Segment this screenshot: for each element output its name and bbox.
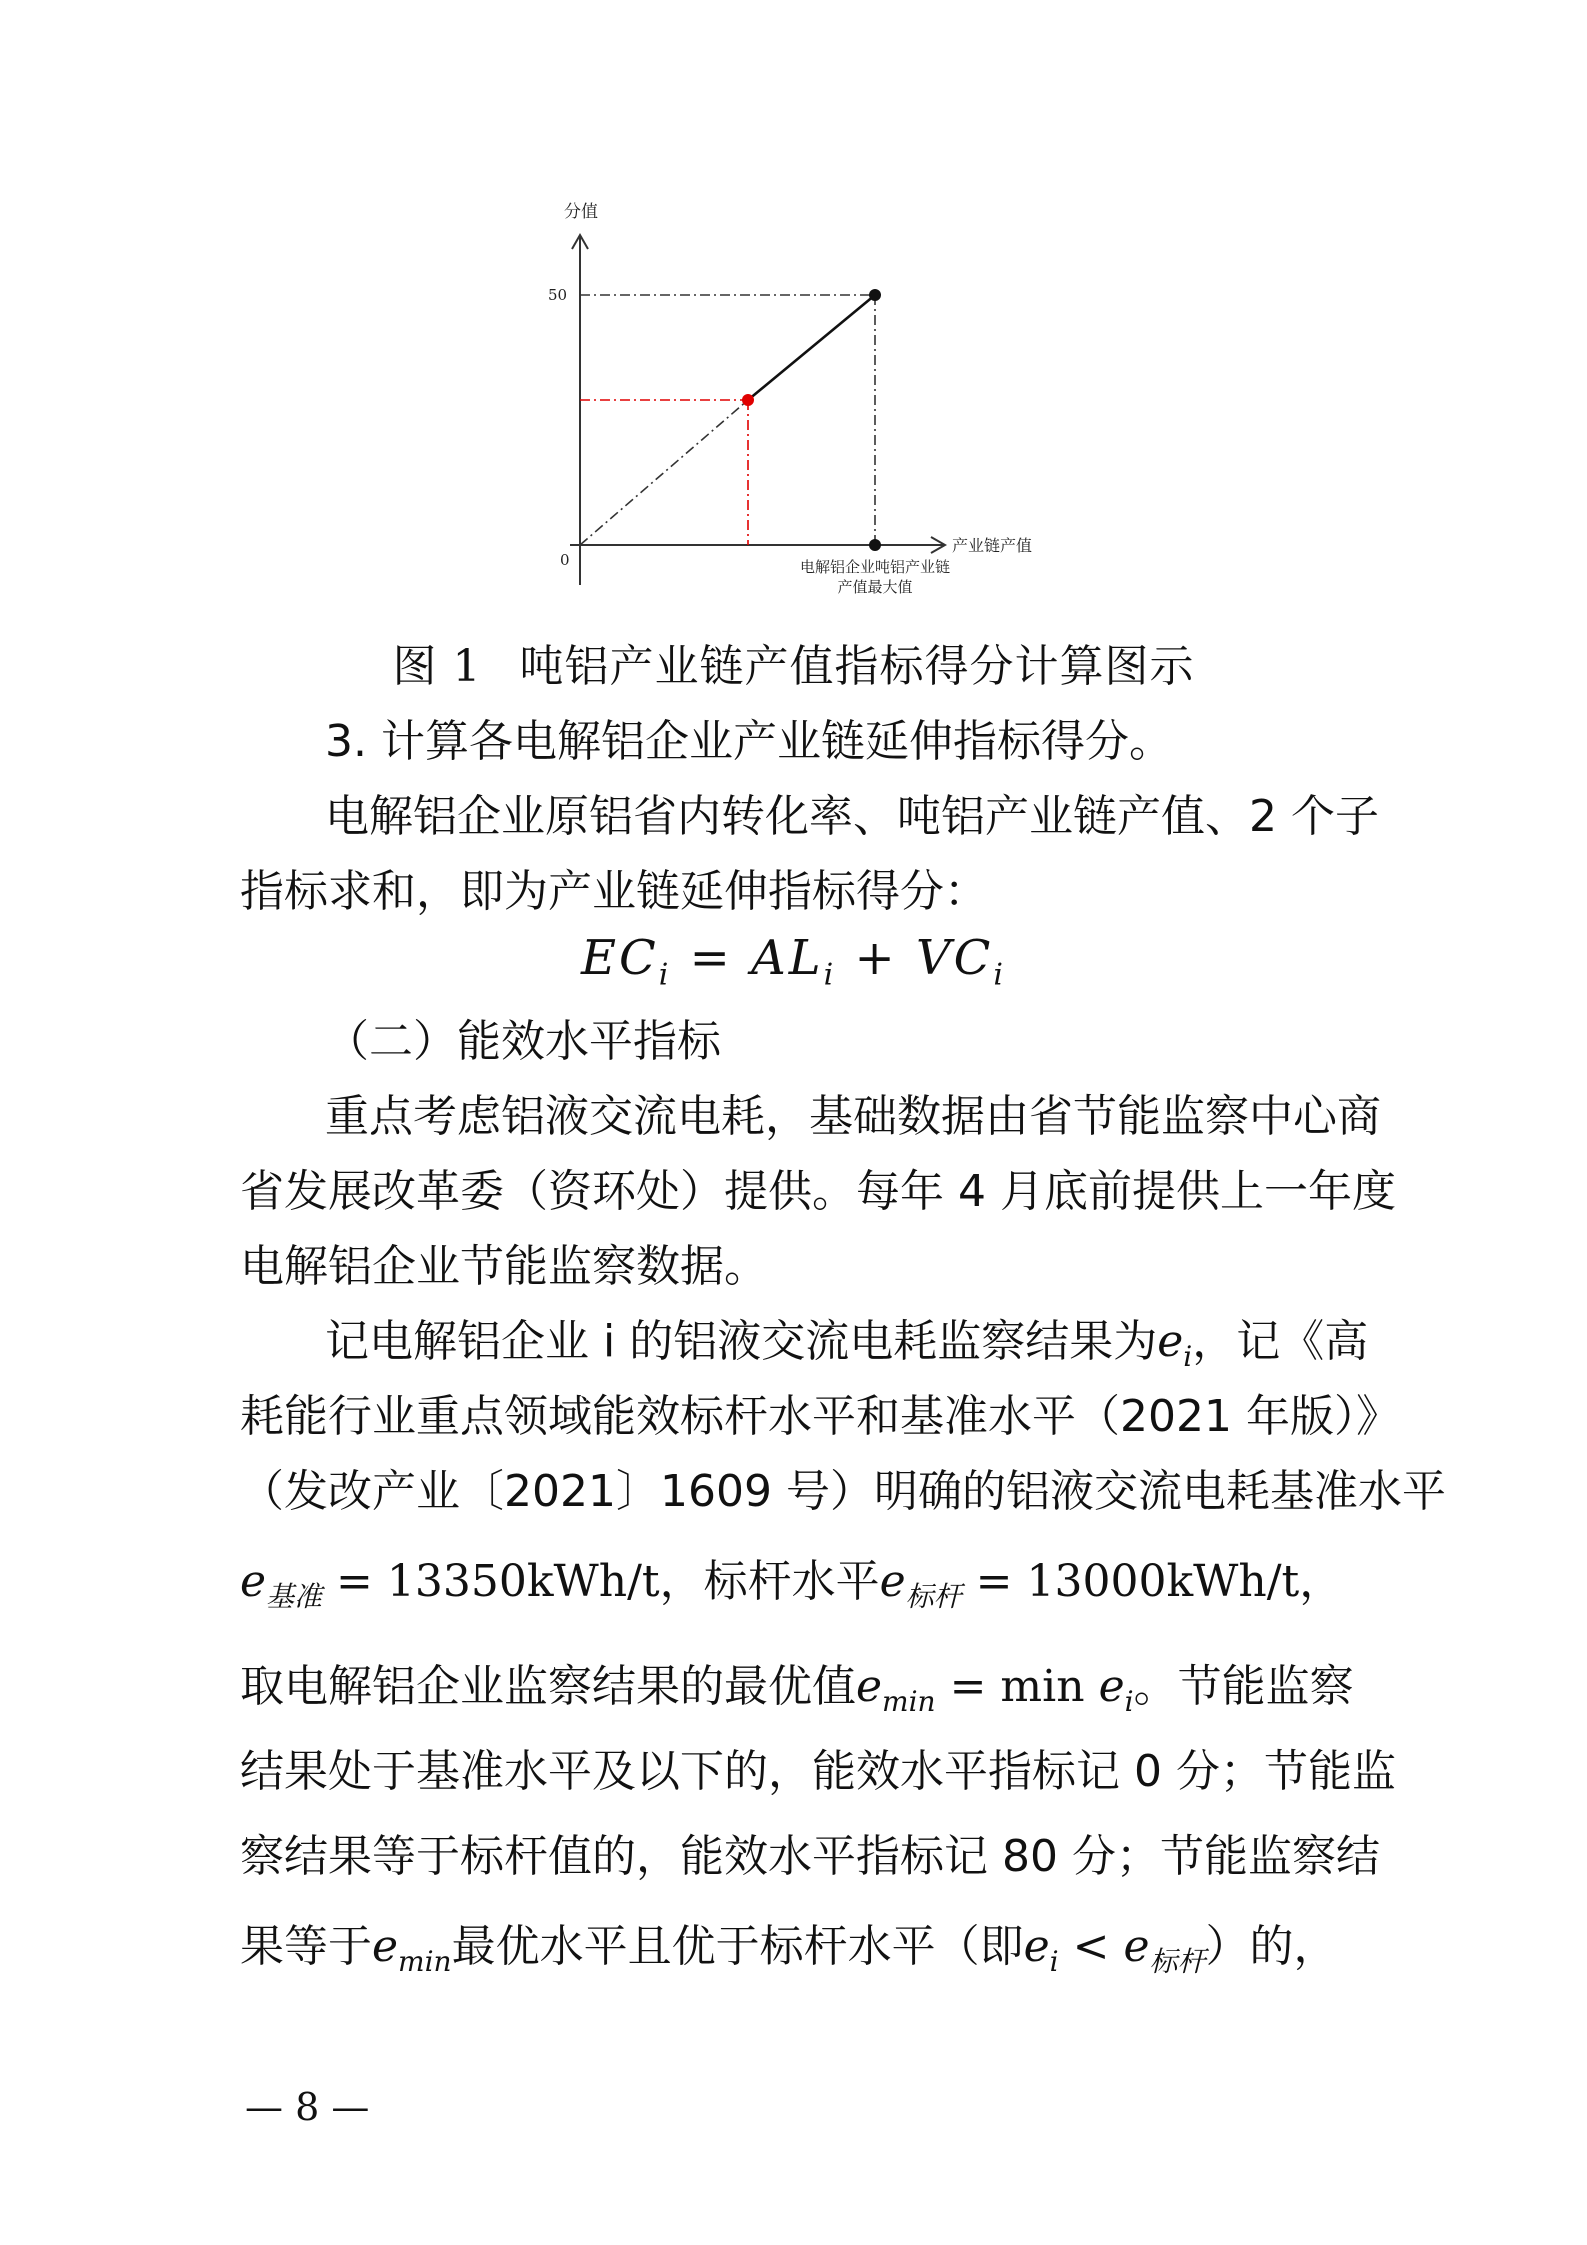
math-sub-i: i (1124, 1684, 1134, 1718)
math-e: e (856, 1661, 883, 1712)
score-figure (540, 195, 1080, 605)
figure-number: 图 1 (392, 641, 482, 692)
line-origin-to-point (580, 400, 748, 545)
math-sub-benchmark: 基准 (266, 1579, 323, 1613)
origin-label: 0 (560, 551, 570, 569)
figure-caption-text: 吨铝产业链产值指标得分计算图示 (519, 641, 1195, 692)
figure-caption (0, 630, 1587, 694)
step-3-heading: 3. 计算各电解铝企业产业链延伸指标得分。 (325, 716, 1173, 767)
formula-sub-i: i (658, 957, 672, 993)
text-run: ，记《高 (1192, 1316, 1369, 1367)
math-sub-standard: 标杆 (1149, 1944, 1206, 1978)
text-run: 记电解铝企业 i 的铝液交流电耗监察结果为 (325, 1316, 1158, 1367)
math-e: e (1157, 1316, 1184, 1367)
enterprise-point (742, 394, 754, 406)
para-def-line2: 耗能行业重点领域能效标杆水平和基准水平（2021 年版）》 (240, 1391, 1400, 1442)
para-energy-line2: 省发展改革委（资环处）提供。每年 4 月底前提供上一年度 (240, 1166, 1396, 1217)
text-run: = 13000kWh/t， (961, 1556, 1344, 1607)
y-axis-label: 分值 (564, 202, 598, 222)
para-def-line3: （发改产业〔2021〕1609 号）明确的铝液交流电耗基准水平 (240, 1466, 1446, 1517)
math-e: e (240, 1556, 267, 1607)
formula-sub-i: i (993, 957, 1006, 993)
text-run: = 13350kWh/t，标杆水平 (322, 1556, 880, 1607)
formula-al: = AL (671, 930, 824, 986)
para-def-line5 (240, 1650, 1360, 1718)
math-sub-min: min (398, 1944, 452, 1978)
math-e: e (1023, 1921, 1050, 1972)
max-score-point (869, 289, 881, 301)
math-less-than: < (1058, 1921, 1124, 1972)
para-sum-line1: 电解铝企业原铝省内转化率、吨铝产业链产值、2 个子 (325, 791, 1379, 842)
para-def-line8 (240, 1910, 1360, 1980)
math-sub-standard: 标杆 (905, 1579, 962, 1613)
score-chart-svg (540, 195, 1080, 605)
math-e: e (372, 1921, 399, 1972)
formula-ec: EC (581, 930, 659, 986)
x-point-label-line1: 电解铝企业吨铝产业链 (799, 558, 951, 576)
para-energy-line3: 电解铝企业节能监察数据。 (240, 1241, 768, 1292)
ec-formula (0, 930, 1587, 993)
text-run: 。节能监察 (1133, 1661, 1354, 1712)
para-energy-line1: 重点考虑铝液交流电耗，基础数据由省节能监察中心商 (325, 1091, 1381, 1142)
formula-vc: + VC (836, 930, 994, 986)
math-min-op: = min (935, 1661, 1085, 1712)
math-e: e (1123, 1921, 1150, 1972)
text-run: 果等于 (240, 1921, 372, 1972)
para-def-line7: 察结果等于标杆值的，能效水平指标记 80 分；节能监察结 (240, 1831, 1380, 1882)
y-tick-50: 50 (548, 286, 568, 304)
x-axis-label: 产业链产值 (952, 536, 1033, 555)
text-run: ）的， (1205, 1921, 1338, 1972)
line-point-to-max (748, 295, 875, 400)
para-def-line4 (240, 1545, 1360, 1615)
math-sub-min: min (882, 1684, 936, 1718)
math-sub-i: i (1049, 1944, 1059, 1978)
max-value-point (869, 539, 881, 551)
section-heading-energy-efficiency: （二）能效水平指标 (325, 1016, 721, 1067)
math-e: e (1098, 1661, 1125, 1712)
math-sub-i: i (1183, 1339, 1193, 1373)
math-e: e (879, 1556, 906, 1607)
page-number: — 8 — (245, 2085, 370, 2129)
para-sum-line2: 指标求和，即为产业链延伸指标得分： (240, 866, 988, 917)
text-run: 取电解铝企业监察结果的最优值 (240, 1661, 856, 1712)
formula-sub-i: i (823, 957, 837, 993)
para-def-line6: 结果处于基准水平及以下的，能效水平指标记 0 分；节能监 (240, 1746, 1396, 1797)
para-def-line1 (325, 1305, 1445, 1373)
text-run: 最优水平且优于标杆水平（即 (451, 1921, 1024, 1972)
x-point-label-line2: 产值最大值 (837, 578, 913, 596)
